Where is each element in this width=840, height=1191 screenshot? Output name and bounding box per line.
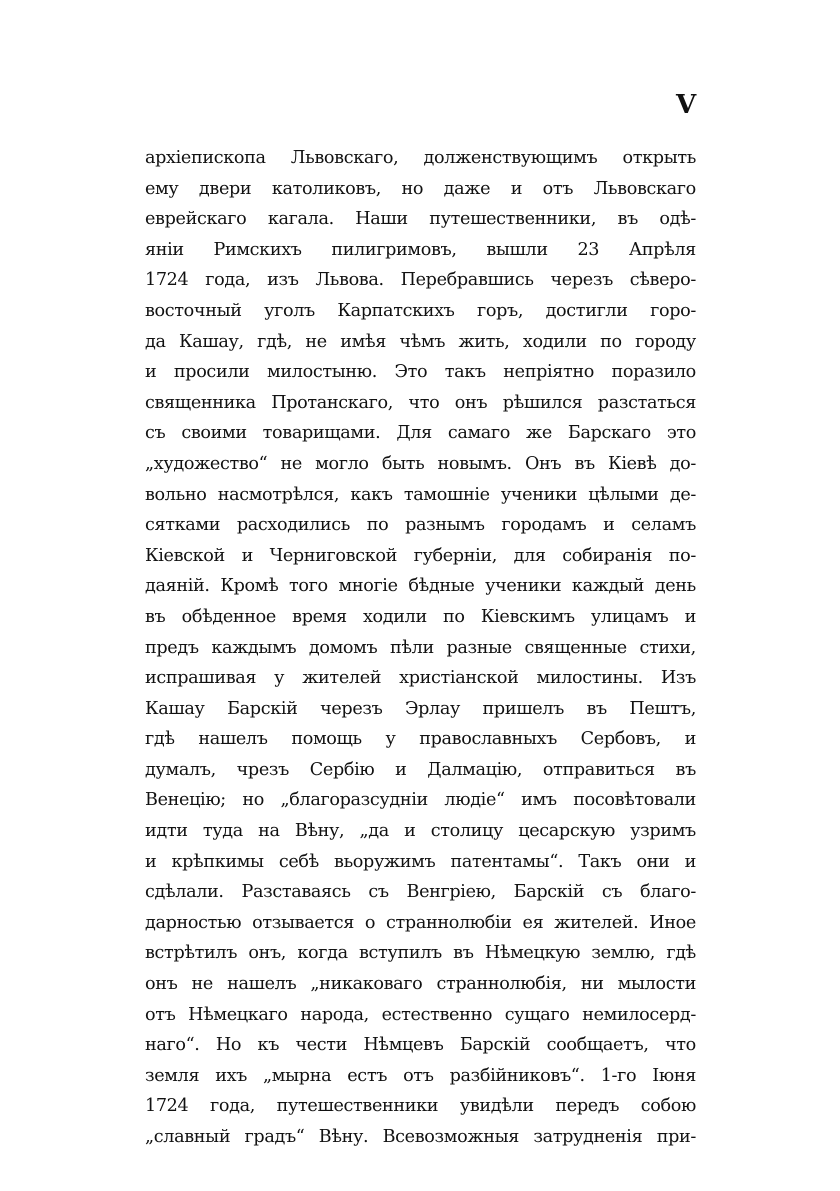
text-line (145, 388, 696, 419)
word: когда (297, 943, 348, 964)
word: яніи (145, 239, 184, 260)
text-line (145, 204, 696, 235)
word: поразило (611, 362, 696, 383)
word: для (513, 545, 546, 566)
word: Черниговской (269, 545, 397, 566)
word: милостины. (536, 668, 643, 689)
word: патентамы“. (450, 851, 564, 872)
word: и (145, 362, 157, 383)
word: Пештъ, (629, 698, 696, 719)
word: сущаго (504, 1004, 570, 1025)
word: Далмацію, (427, 759, 523, 780)
word: Кашау (145, 698, 205, 719)
text-line (145, 143, 696, 174)
word: быть (381, 453, 425, 474)
word: Эрлау (405, 698, 461, 719)
word: отзывается (252, 912, 355, 933)
word: немилосерд- (582, 1004, 696, 1025)
word: Всевозможныя (382, 1127, 519, 1147)
word: Вѣну, (294, 821, 345, 842)
word: Венецію; (145, 790, 226, 811)
word: что (664, 1035, 696, 1056)
word: новымъ. (437, 453, 512, 474)
word: но (242, 790, 264, 811)
word: въ (617, 209, 638, 230)
word: да (145, 331, 166, 352)
word: Барскій (513, 882, 585, 903)
word: расходились (236, 515, 351, 536)
word: себѣ (278, 851, 319, 872)
word: онъ, (248, 943, 287, 964)
text-line (145, 541, 696, 572)
word: они (636, 851, 670, 872)
word: и (395, 759, 407, 780)
word: встрѣтилъ (145, 943, 238, 964)
word: „никаковаго (310, 974, 423, 995)
word: на (258, 821, 280, 842)
word: но (401, 178, 424, 199)
word: благо- (640, 882, 696, 903)
word: думалъ, (145, 759, 216, 780)
word: въ (675, 759, 696, 780)
word: чести (295, 1035, 348, 1056)
word: Для (396, 423, 432, 444)
word: съ (145, 423, 166, 444)
word: одѣ- (659, 209, 696, 230)
word: Барскій (227, 698, 298, 719)
word: священные (524, 637, 627, 658)
word: градъ“ (244, 1127, 305, 1147)
word: и (684, 606, 696, 627)
word: 1724 (145, 1096, 189, 1117)
word: Нѣмецкую (484, 943, 581, 964)
word: о (364, 912, 376, 933)
word: того (289, 576, 328, 597)
word: путешественники (276, 1096, 439, 1117)
word: просили (173, 362, 250, 383)
word: гдѣ (666, 943, 696, 964)
word: разные (446, 637, 512, 658)
word: же (526, 423, 552, 444)
word: Иное (649, 912, 696, 933)
text-line (145, 938, 696, 969)
text-line (145, 724, 696, 755)
text-line (145, 1061, 696, 1092)
page-number: V (676, 90, 697, 120)
text-line (145, 663, 696, 694)
word: испрашивая (145, 668, 257, 689)
word: отъ (145, 1004, 176, 1025)
text-line (145, 694, 696, 725)
word: ни (580, 974, 604, 995)
word: Римскихъ (213, 239, 302, 260)
word: вольно (145, 484, 207, 505)
text-line (145, 174, 696, 205)
text-line (145, 265, 696, 296)
text-line (145, 357, 696, 388)
word: дарностью (145, 912, 242, 933)
word: своими (181, 423, 247, 444)
word: и (145, 851, 157, 872)
word: сятками (145, 515, 221, 536)
word: ихъ (215, 1065, 248, 1086)
text-line (145, 847, 696, 878)
word: „славный (145, 1127, 231, 1147)
word: съ (601, 882, 623, 903)
word: Барскаго (567, 423, 651, 444)
word: къ (257, 1035, 280, 1056)
word: путешественники, (429, 209, 597, 230)
word: 23 (577, 239, 600, 260)
text-line (145, 816, 696, 847)
word: узримъ (630, 821, 696, 842)
word: людіе“ (444, 790, 505, 811)
word: разнымъ (405, 515, 485, 536)
word: столицу (430, 821, 504, 842)
word: каждымъ (211, 637, 297, 658)
word: милостыню. (267, 362, 377, 383)
word: бѣдные (408, 576, 475, 597)
word: Онъ (524, 453, 562, 474)
word: сдѣлали. (145, 882, 224, 903)
word: Львова. (315, 270, 384, 291)
word: не (305, 331, 327, 352)
word: собою (640, 1096, 696, 1117)
word: туда (202, 821, 243, 842)
word: Нѣмцевъ (363, 1035, 444, 1056)
word: Львовскаго (593, 178, 696, 199)
word: Кромѣ (220, 576, 279, 597)
word: имѣя (340, 331, 386, 352)
word: отъ (403, 1065, 434, 1086)
word: земля (145, 1065, 200, 1086)
word: Наши (355, 209, 408, 230)
word: „да (359, 821, 389, 842)
word: и (241, 545, 253, 566)
word: кагала. (267, 209, 334, 230)
word: посовѣтовали (573, 790, 696, 811)
word: „благоразсудніи (280, 790, 428, 811)
word: въ (145, 606, 166, 627)
word: народа, (300, 1004, 369, 1025)
word: Сербовъ, (580, 729, 661, 750)
word: „художество“ (145, 453, 268, 474)
word: восточный (145, 300, 242, 321)
word: и (603, 515, 615, 536)
word: Іюня (652, 1065, 696, 1086)
word: ея (522, 912, 544, 933)
word: и (510, 178, 523, 199)
word: двери (198, 178, 252, 199)
word: домомъ (308, 637, 378, 658)
word: горо- (650, 300, 696, 321)
word: могло (315, 453, 369, 474)
word: это (666, 423, 696, 444)
text-line (145, 1122, 696, 1153)
word: многіе (338, 576, 398, 597)
word: не (280, 453, 302, 474)
text-line (145, 1000, 696, 1031)
word: даяній. (145, 576, 210, 597)
text-line (145, 785, 696, 816)
word: Сербію (309, 759, 375, 780)
word: товарищами. (262, 423, 381, 444)
word: до- (669, 453, 696, 474)
text-line (145, 327, 696, 358)
word: и (684, 729, 696, 750)
word: жителей (302, 668, 382, 689)
word: Львовскаго, (290, 148, 399, 168)
word: нашелъ (198, 729, 268, 750)
word: православныхъ (419, 729, 557, 750)
word: помощь (291, 729, 362, 750)
word: день (654, 576, 696, 597)
word: такъ (444, 362, 486, 383)
word: еврейскаго (145, 209, 247, 230)
word: архіепископа (145, 148, 266, 168)
word: рѣшился (502, 392, 583, 413)
word: городу (635, 331, 696, 352)
text-line (145, 510, 696, 541)
word: губерніи, (413, 545, 497, 566)
word: сообщаетъ, (546, 1035, 649, 1056)
word: каждый (571, 576, 645, 597)
word: чрезъ (236, 759, 289, 780)
word: католиковъ, (271, 178, 381, 199)
text-line (145, 602, 696, 633)
word: страннолюбія, (436, 974, 567, 995)
word: де- (669, 484, 696, 505)
word: „мырна (263, 1065, 332, 1086)
text-line (145, 571, 696, 602)
word: съ (368, 882, 389, 903)
word: отъ (542, 178, 574, 199)
word: отправиться (542, 759, 655, 780)
word: Кіевѣ (608, 453, 657, 474)
word: по- (668, 545, 696, 566)
word: разбійниковъ“. (449, 1065, 585, 1086)
body-text (145, 143, 696, 1153)
word: сѣверо- (629, 270, 696, 291)
word: насмотрѣлся, (217, 484, 340, 505)
word: долженствующимъ (423, 148, 598, 168)
word: страннолюбіи (386, 912, 512, 933)
word: наго“. (145, 1035, 200, 1056)
word: ходили (362, 606, 427, 627)
word: Изъ (660, 668, 696, 689)
word: горъ, (477, 300, 524, 321)
word: чѣмъ (399, 331, 446, 352)
word: у (385, 729, 396, 750)
text-line (145, 480, 696, 511)
word: передъ (555, 1096, 620, 1117)
word: черезъ (550, 270, 613, 291)
text-line (145, 296, 696, 327)
word: Такъ (578, 851, 622, 872)
word: ходили (522, 331, 587, 352)
word: уголъ (264, 300, 315, 321)
text-line (145, 235, 696, 266)
word: стихи, (639, 637, 696, 658)
word: въ (453, 943, 474, 964)
word: собиранія (562, 545, 653, 566)
word: непріятно (503, 362, 595, 383)
word: по (600, 331, 622, 352)
word: улицамъ (590, 606, 669, 627)
word: священника (145, 392, 256, 413)
word: по (366, 515, 389, 536)
word: даже (443, 178, 491, 199)
word: вышли (486, 239, 548, 260)
word: 1724 (145, 270, 189, 291)
word: цѣлыми (588, 484, 659, 505)
word: жить, (458, 331, 510, 352)
word: и (684, 851, 696, 872)
word: увидѣли (459, 1096, 534, 1117)
word: Барскій (459, 1035, 531, 1056)
word: селамъ (631, 515, 696, 536)
word: цесарскую (518, 821, 615, 842)
word: Кіевской (145, 545, 225, 566)
word: вступилъ (359, 943, 442, 964)
word: крѣпкимы (171, 851, 264, 872)
word: какъ (350, 484, 393, 505)
word: имъ (521, 790, 557, 811)
word: по (443, 606, 465, 627)
word: что (408, 392, 440, 413)
text-line (145, 755, 696, 786)
text-line (145, 449, 696, 480)
word: открыть (622, 148, 696, 168)
word: въ (574, 453, 595, 474)
word: тамошніе (403, 484, 490, 505)
word: года, (210, 1096, 255, 1117)
word: онъ (454, 392, 488, 413)
word: Но (215, 1035, 242, 1056)
word: Это (394, 362, 428, 383)
word: время (292, 606, 347, 627)
word: Кашау, (179, 331, 244, 352)
text-line (145, 1030, 696, 1061)
word: изъ (267, 270, 299, 291)
text-line (145, 1091, 696, 1122)
word: Венгріею, (406, 882, 496, 903)
text-line (145, 969, 696, 1000)
word: и (404, 821, 416, 842)
word: вьоружимъ (334, 851, 436, 872)
word: Нѣмецкаго (188, 1004, 288, 1025)
word: Протанскаго, (271, 392, 393, 413)
word: идти (145, 821, 188, 842)
word: Перебравшись (400, 270, 534, 291)
word: предъ (145, 637, 199, 658)
word: затрудненія (533, 1127, 643, 1147)
word: пилигримовъ, (331, 239, 457, 260)
word: гдѣ (145, 729, 175, 750)
word: гдѣ, (257, 331, 293, 352)
word: 1-го (600, 1065, 637, 1086)
word: черезъ (320, 698, 383, 719)
text-line (145, 908, 696, 939)
word: Карпатскихъ (337, 300, 455, 321)
word: достигли (545, 300, 628, 321)
word: пѣли (389, 637, 434, 658)
word: городамъ (501, 515, 587, 536)
word: жителей. (554, 912, 639, 933)
word: землю, (591, 943, 656, 964)
word: естественно (381, 1004, 493, 1025)
word: не (191, 974, 213, 995)
word: у (274, 668, 285, 689)
word: нашелъ (227, 974, 297, 995)
word: христіанской (399, 668, 519, 689)
word: Апрѣля (628, 239, 696, 260)
word: пришелъ (482, 698, 564, 719)
word: онъ (145, 974, 178, 995)
word: естъ (347, 1065, 388, 1086)
word: при- (656, 1127, 696, 1147)
word: Разставаясь (241, 882, 351, 903)
word: мылости (617, 974, 696, 995)
text-line (145, 633, 696, 664)
word: обѣденное (181, 606, 276, 627)
text-line (145, 418, 696, 449)
word: ученики (500, 484, 578, 505)
word: года, (205, 270, 251, 291)
word: въ (586, 698, 607, 719)
word: ему (145, 178, 179, 199)
word: разстаться (597, 392, 696, 413)
word: Кіевскимъ (480, 606, 575, 627)
text-line (145, 877, 696, 908)
word: самаго (447, 423, 511, 444)
word: Вѣну. (318, 1127, 369, 1147)
word: ученики (485, 576, 562, 597)
